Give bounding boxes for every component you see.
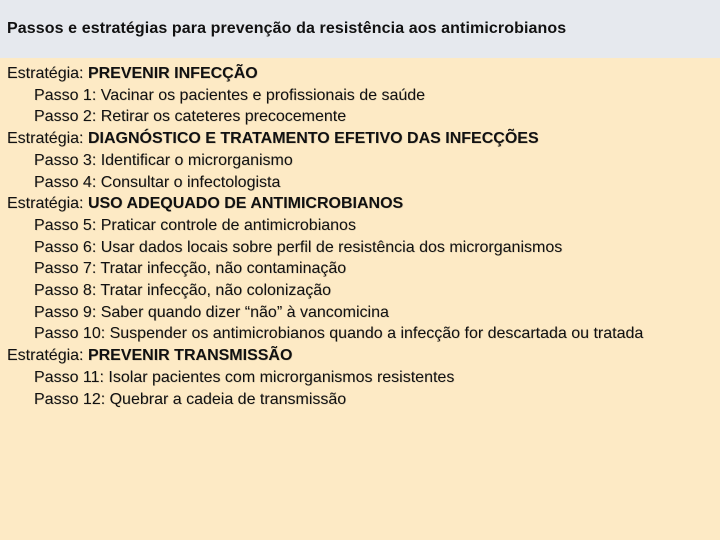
strategy-heading bbox=[7, 345, 707, 367]
step-item: Passo 3: Identificar o microrganismo bbox=[34, 151, 293, 169]
step-item: Passo 1: Vacinar os pacientes e profissionais de saúde bbox=[34, 86, 426, 104]
step-item: Passo 12: Quebrar a cadeia de transmissão bbox=[34, 390, 347, 408]
strategy-name: PREVENIR INFECÇÃO bbox=[87, 65, 258, 82]
step-item: Passo 2: Retirar os cateteres precocemente bbox=[34, 108, 347, 126]
step-item: Passo 10: Suspender os antimicrobianos quando a infecção for descartada ou tratada bbox=[34, 325, 644, 343]
strategy-heading bbox=[7, 63, 707, 85]
step-item: Passo 9: Saber quando dizer “não” à vancomicina bbox=[34, 303, 389, 321]
step-item: Passo 4: Consultar o infectologista bbox=[34, 173, 281, 191]
step-item: Passo 5: Praticar controle de antimicrobianos bbox=[34, 216, 356, 234]
strategy-name: DIAGNÓSTICO E TRATAMENTO EFETIVO DAS INFECÇÕES bbox=[87, 130, 539, 148]
step-item: Passo 7: Tratar infecção, não contaminação bbox=[34, 260, 347, 278]
title-bar bbox=[0, 0, 720, 58]
step-item: Passo 8: Tratar infecção, não colonização bbox=[34, 282, 332, 300]
strategy-prefix: Estratégia: bbox=[7, 130, 88, 148]
page-title: Passos e estratégias para prevenção da resistência aos antimicrobianos bbox=[7, 20, 567, 37]
strategy-heading bbox=[7, 193, 707, 215]
step-item: Passo 6: Usar dados locais sobre perfil de resistência dos microrganismos bbox=[34, 238, 563, 256]
strategy-heading bbox=[7, 128, 707, 150]
step-item: Passo 11: Isolar pacientes com microrganismos resistentes bbox=[34, 368, 455, 386]
strategy-prefix: Estratégia: bbox=[7, 65, 88, 82]
strategy-list bbox=[7, 63, 707, 410]
strategy-prefix: Estratégia: bbox=[7, 195, 88, 213]
strategy-name: USO ADEQUADO DE ANTIMICROBIANOS bbox=[87, 195, 404, 213]
strategy-name: PREVENIR TRANSMISSÃO bbox=[87, 347, 293, 365]
strategy-prefix: Estratégia: bbox=[7, 347, 88, 365]
